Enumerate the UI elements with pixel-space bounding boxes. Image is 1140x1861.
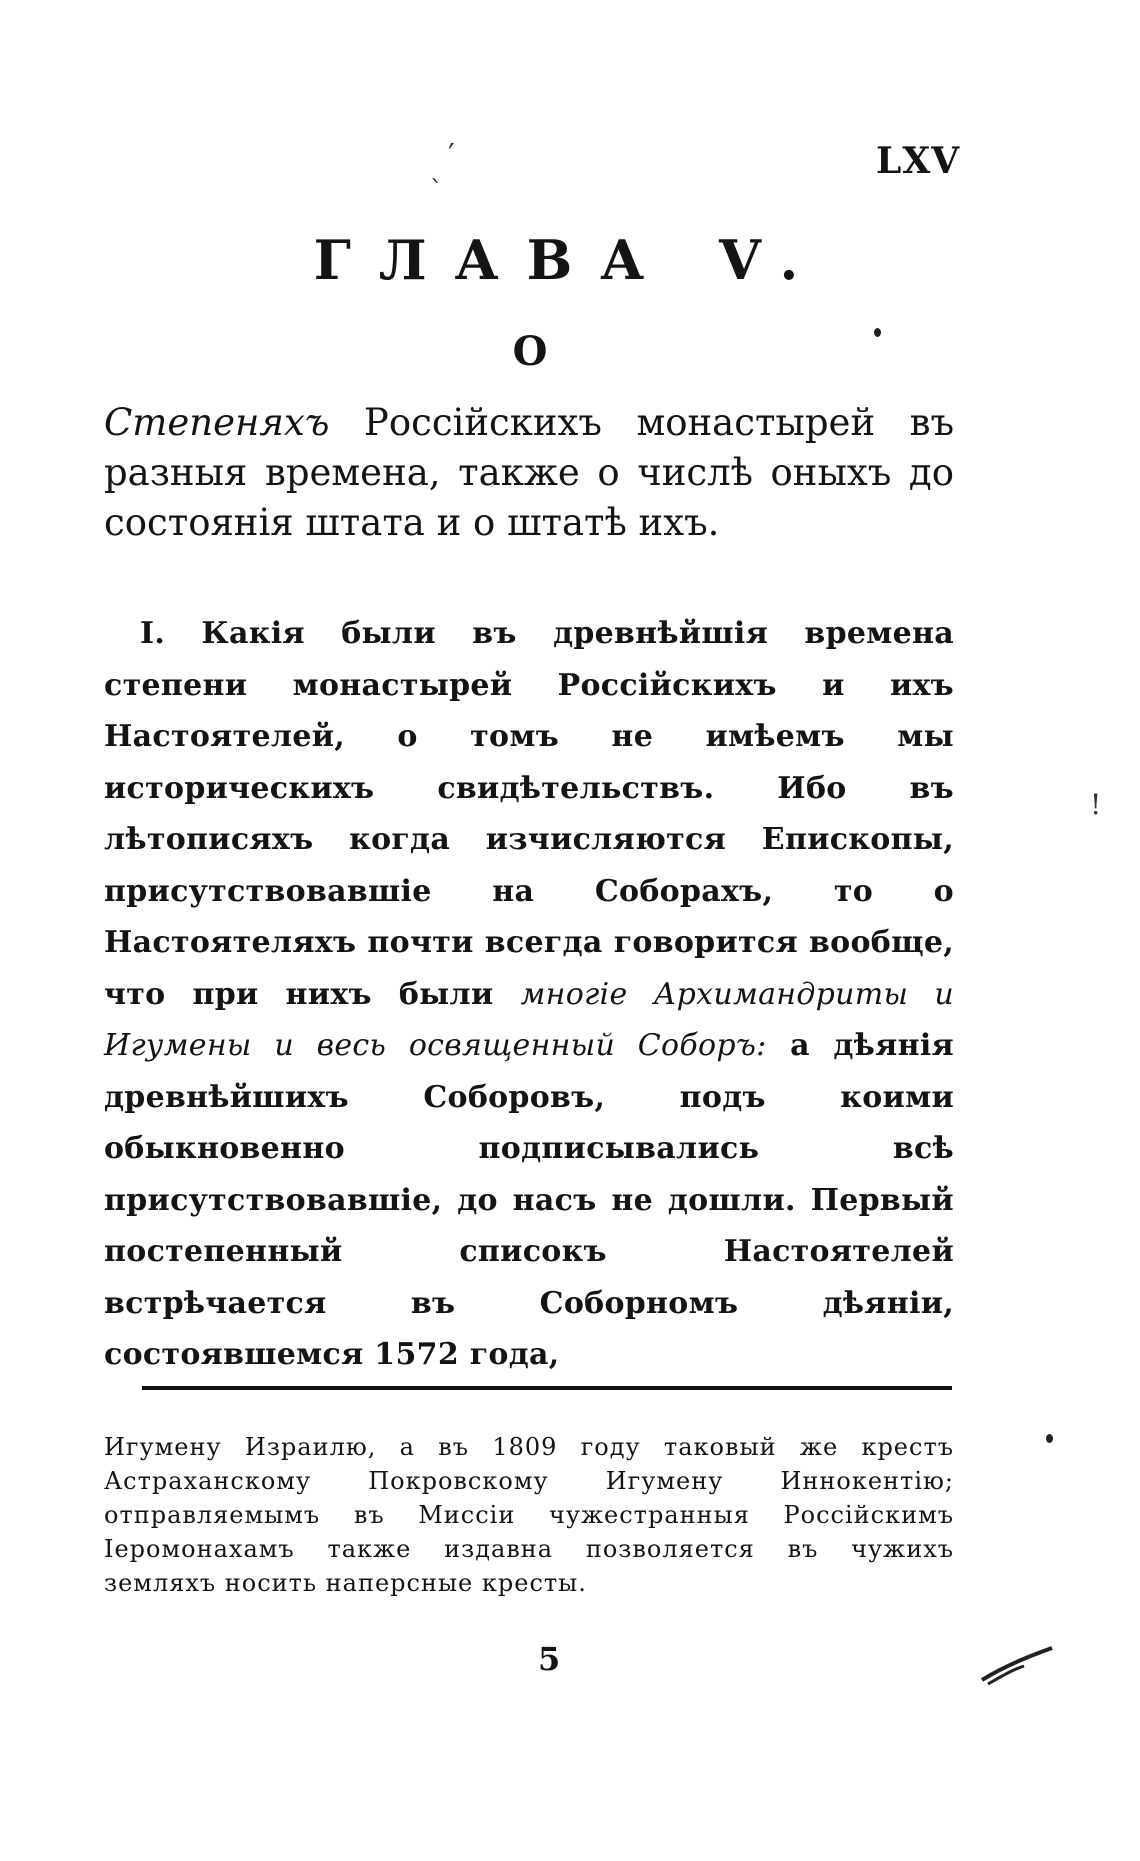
paragraph-text-part2: а дѣянія древнѣйшихъ Соборовъ, подъ коими обыкновенно подписывались всѣ присутствовавшіе, до насъ не дошли. Первый постепенный списокъ Настоятелей встрѣчается въ Соборномъ дѣяніи, состоявшемся 1572 года, [104,1028,954,1372]
paragraph-number: I. [140,616,166,651]
ink-speck [874,328,881,337]
margin-ink-mark: ! [1090,788,1102,821]
header-ink-mark: ′ [448,138,455,173]
chapter-title: ГЛАВА V. [313,228,827,292]
header-ink-mark-2: ˋ [430,176,443,206]
body-paragraph [104,608,954,1381]
footnote-text: Игумену Израилю, а въ 1809 году таковый же крестъ Астраханскому Покровскому Игумену Иннокентію; отправляемымъ въ Миссіи чужестранныя Россійскимъ Іеромонахамъ также издавна позволяется въ чужихъ земляхъ носить наперсные кресты. [104,1433,954,1597]
ink-speck [1046,1434,1053,1443]
subtitle-lead: Степеняхъ [104,401,330,444]
signature-mark: 5 [538,1640,561,1678]
chapter-subtitle [104,398,954,548]
paragraph-italic-quote: многіе Архимандриты и Игумены и весь освященный Соборъ: [104,976,954,1063]
page-number: LXV [876,140,961,182]
ink-stroke-icon [978,1640,1056,1688]
subtitle-rest: Россійскихъ монастырей въ разныя времена, также о числѣ оныхъ до состоянія штата и о штатѣ ихъ. [104,401,954,544]
paragraph-text-part1: Какія были въ древнѣйшія времена степени монастырей Россійскихъ и ихъ Настоятелей, о томъ не имѣемъ мы историческихъ свидѣтельствъ. Ибо въ лѣтописяхъ когда изчисляются Епископы, присутствовавшіе на Соборахъ, то о Настоятеляхъ почти всегда говорится вообще, что при нихъ были [104,616,954,1012]
footnote-divider [142,1386,952,1390]
title-preposition: О [512,328,548,375]
